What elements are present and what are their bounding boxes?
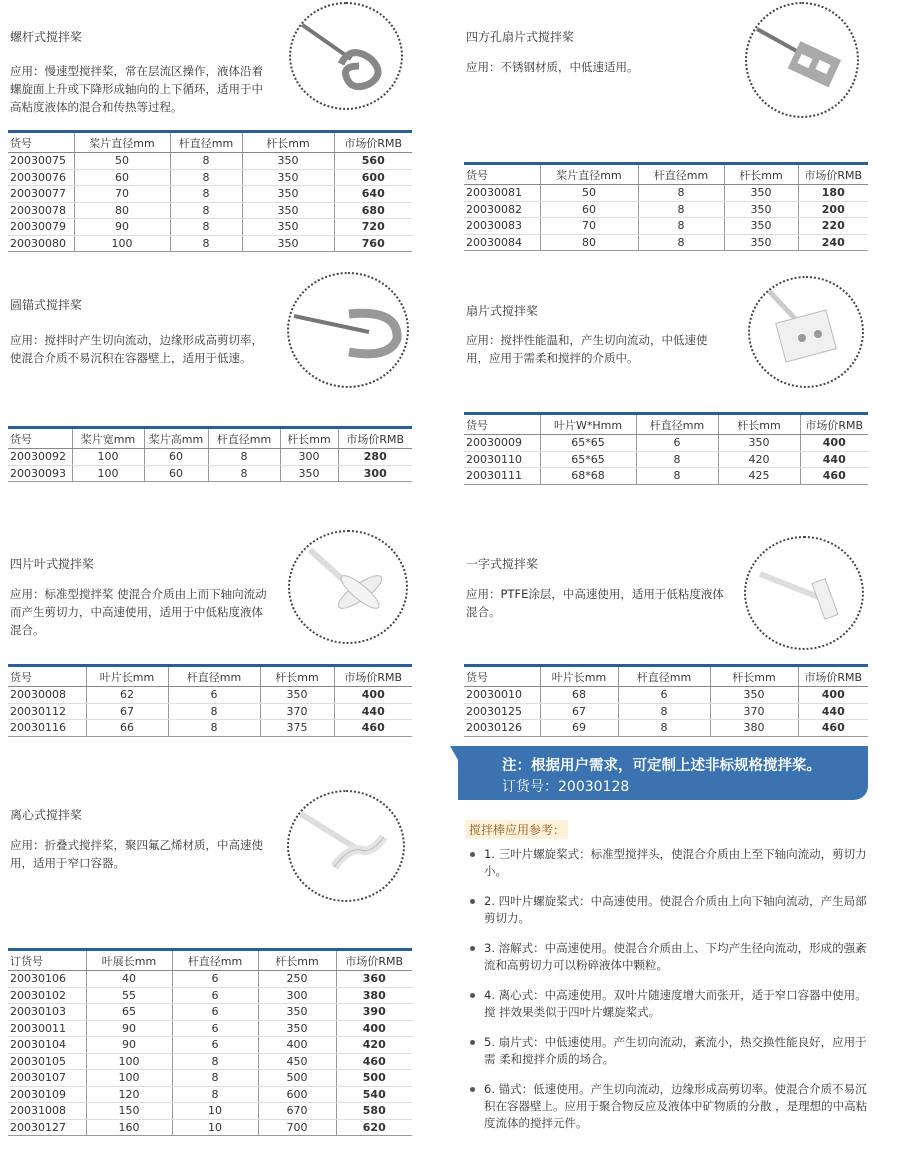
table-cell: 8 — [638, 185, 724, 202]
table-row — [8, 1020, 412, 1037]
table-cell: 640 — [334, 186, 412, 203]
table-cell: 280 — [338, 449, 412, 466]
table-cell: 20030112 — [8, 703, 86, 720]
table-cell: 350 — [260, 687, 334, 704]
fan-paddle-image — [748, 276, 864, 388]
table-cell: 90 — [86, 1020, 172, 1037]
section-desc-fan: 应用：搅拌性能温和，产生切向流动，中低速使用，应用于需柔和搅拌的介质中。 — [466, 333, 708, 365]
table-row — [8, 186, 412, 203]
table-cell: 350 — [242, 202, 334, 219]
table-cell: 8 — [170, 219, 242, 236]
spec-table-fan — [464, 412, 868, 485]
custom-order-note — [458, 746, 868, 800]
table-cell: 390 — [336, 1004, 412, 1021]
table-cell: 580 — [336, 1103, 412, 1120]
table-cell: 500 — [258, 1070, 336, 1087]
column-header: 杆直径mm — [168, 666, 260, 687]
table-cell: 20030126 — [464, 720, 540, 737]
column-header: 杆直径mm — [172, 950, 258, 971]
table-cell: 65*65 — [540, 451, 636, 468]
column-header: 杆直径mm — [208, 428, 280, 449]
table-cell: 180 — [798, 185, 868, 202]
section-desc-square: 应用：不锈钢材质，中低速适用。 — [466, 60, 639, 74]
table-cell: 350 — [242, 186, 334, 203]
table-cell: 8 — [170, 235, 242, 252]
straight-paddle-image — [744, 536, 864, 650]
section-title-straight: 一字式搅拌桨 — [466, 557, 539, 571]
table-cell: 6 — [636, 435, 718, 452]
table-cell: 440 — [334, 703, 412, 720]
table-cell: 20030076 — [8, 169, 74, 186]
table-cell: 8 — [636, 451, 718, 468]
section-desc-anchor: 应用：搅拌时产生切向流动，边缘形成高剪切率，使混合介质不易沉积在容器壁上，适用于低速。 — [10, 333, 263, 365]
table-cell: 350 — [724, 185, 798, 202]
column-header: 货号 — [464, 666, 540, 687]
column-header: 订货号 — [8, 950, 86, 971]
table-row — [8, 219, 412, 236]
bullet-icon — [470, 946, 475, 951]
reference-text: 1. 三叶片螺旋桨式：标准型搅拌头，使混合介质由上至下轴向流动，剪切力小。 — [484, 847, 867, 878]
column-header: 叶片长mm — [540, 666, 618, 687]
reference-text: 6. 锚式：低速使用。产生切向流动，边缘形成高剪切率。使混合介质不易沉积在容器壁上。应用于聚合物反应及液体中矿物质的分散 ，是理想的中高粘度流体的搅拌元件。 — [484, 1082, 868, 1130]
table-cell: 620 — [336, 1119, 412, 1136]
table-cell: 60 — [144, 449, 208, 466]
table-cell: 65*65 — [540, 435, 636, 452]
table-row — [464, 451, 868, 468]
table-cell: 680 — [334, 202, 412, 219]
table-cell: 20030083 — [464, 218, 540, 235]
table-cell: 8 — [618, 720, 710, 737]
table-cell: 20030093 — [8, 465, 72, 482]
table-cell: 69 — [540, 720, 618, 737]
section-title-anchor: 圆锚式搅拌桨 — [10, 298, 83, 312]
table-cell: 60 — [74, 169, 170, 186]
column-header: 杆长mm — [710, 666, 798, 687]
table-cell: 440 — [798, 703, 868, 720]
table-cell: 68*68 — [540, 468, 636, 485]
table-cell: 380 — [710, 720, 798, 737]
column-header: 市场价RMB — [338, 428, 412, 449]
table-cell: 20030009 — [464, 435, 540, 452]
table-row — [8, 1103, 412, 1120]
table-cell: 100 — [86, 1053, 172, 1070]
table-cell: 350 — [258, 1020, 336, 1037]
section-title-four-blade: 四片叶式搅拌桨 — [10, 557, 95, 571]
column-header: 桨片宽mm — [72, 428, 144, 449]
table-cell: 350 — [280, 465, 338, 482]
column-header: 市场价RMB — [334, 132, 412, 153]
table-cell: 250 — [258, 971, 336, 988]
spec-table-screw — [8, 130, 412, 252]
table-cell: 50 — [74, 153, 170, 170]
reference-title: 搅拌棒应用参考： — [466, 820, 568, 839]
table-cell: 20031008 — [8, 1103, 86, 1120]
note-corner — [450, 746, 458, 760]
table-cell: 20030092 — [8, 449, 72, 466]
column-header: 货号 — [8, 132, 74, 153]
table-cell: 70 — [540, 218, 638, 235]
table-cell: 100 — [86, 1070, 172, 1087]
table-row — [8, 720, 412, 737]
column-header: 市场价RMB — [334, 666, 412, 687]
reference-item — [470, 987, 870, 1021]
table-row — [464, 703, 868, 720]
table-cell: 6 — [618, 687, 710, 704]
table-cell: 8 — [172, 1053, 258, 1070]
column-header: 杆长mm — [242, 132, 334, 153]
table-cell: 350 — [718, 435, 800, 452]
table-cell: 425 — [718, 468, 800, 485]
table-cell: 400 — [258, 1037, 336, 1054]
reference-item — [470, 893, 870, 927]
column-header: 杆长mm — [260, 666, 334, 687]
table-cell: 360 — [336, 971, 412, 988]
table-cell: 20030011 — [8, 1020, 86, 1037]
table-cell: 120 — [86, 1086, 172, 1103]
table-cell: 90 — [86, 1037, 172, 1054]
table-cell: 350 — [724, 201, 798, 218]
table-row — [464, 218, 868, 235]
reference-text: 4. 离心式：中高速使用。双叶片随速度增大而张开，适于窄口容器中使用。搅 拌效果类似于四叶片螺旋桨式。 — [484, 988, 867, 1019]
table-cell: 50 — [540, 185, 638, 202]
table-row — [464, 234, 868, 251]
table-cell: 240 — [798, 234, 868, 251]
table-cell: 400 — [800, 435, 868, 452]
table-cell: 90 — [74, 219, 170, 236]
table-row — [8, 1037, 412, 1054]
section-title-fan: 扇片式搅拌桨 — [466, 304, 539, 318]
table-cell: 8 — [638, 201, 724, 218]
section-title-screw: 螺杆式搅拌桨 — [10, 30, 83, 44]
table-cell: 8 — [638, 234, 724, 251]
table-cell: 80 — [540, 234, 638, 251]
bullet-icon — [470, 1040, 475, 1045]
spec-table-square — [464, 162, 868, 251]
table-cell: 350 — [242, 169, 334, 186]
column-header: 市场价RMB — [336, 950, 412, 971]
four-blade-paddle-image — [288, 530, 408, 644]
table-cell: 450 — [258, 1053, 336, 1070]
table-cell: 80 — [74, 202, 170, 219]
table-cell: 440 — [800, 451, 868, 468]
note-order-number: 订货号：20030128 — [502, 779, 630, 795]
table-cell: 55 — [86, 987, 172, 1004]
table-cell: 8 — [170, 169, 242, 186]
column-header: 杆长mm — [718, 414, 800, 435]
table-cell: 20030008 — [8, 687, 86, 704]
screw-paddle-image — [289, 2, 403, 110]
table-cell: 67 — [540, 703, 618, 720]
table-cell: 20030075 — [8, 153, 74, 170]
column-header: 市场价RMB — [800, 414, 868, 435]
reference-text: 2. 四叶片螺旋桨式：中高速使用。使混合介质由上向下轴向流动，产生局部剪切力。 — [484, 894, 867, 925]
table-cell: 8 — [170, 153, 242, 170]
table-cell: 20030078 — [8, 202, 74, 219]
table-cell: 400 — [334, 687, 412, 704]
column-header: 杆直径mm — [638, 164, 724, 185]
column-header: 市场价RMB — [798, 164, 868, 185]
table-cell: 20030127 — [8, 1119, 86, 1136]
table-cell: 67 — [86, 703, 168, 720]
table-cell: 350 — [710, 687, 798, 704]
table-cell: 350 — [242, 219, 334, 236]
table-row — [8, 202, 412, 219]
table-cell: 66 — [86, 720, 168, 737]
table-cell: 8 — [170, 186, 242, 203]
table-cell: 200 — [798, 201, 868, 218]
table-row — [464, 720, 868, 737]
table-cell: 300 — [258, 987, 336, 1004]
column-header: 桨片直径mm — [74, 132, 170, 153]
section-desc-four-blade: 应用：标准型搅拌桨 使混合介质由上而下轴向流动而产生剪切力，中高速使用，适用于中低粘度液体混合。 — [10, 587, 267, 637]
table-cell: 20030079 — [8, 219, 74, 236]
table-row — [8, 1004, 412, 1021]
table-row — [8, 1086, 412, 1103]
table-cell: 20030111 — [464, 468, 540, 485]
table-cell: 20030077 — [8, 186, 74, 203]
table-cell: 300 — [338, 465, 412, 482]
column-header: 杆长mm — [280, 428, 338, 449]
centrifugal-paddle-image — [287, 790, 405, 902]
section-desc-centrifugal: 应用：折叠式搅拌桨，聚四氟乙烯材质，中高速使用，适用于窄口容器。 — [10, 838, 263, 870]
table-cell: 300 — [280, 449, 338, 466]
table-cell: 670 — [258, 1103, 336, 1120]
table-row — [8, 987, 412, 1004]
table-cell: 60 — [540, 201, 638, 218]
reference-text: 5. 扇片式：中低速使用。产生切向流动，紊流小，热交换性能良好，应用于需 柔和搅拌介质的场合。 — [484, 1035, 867, 1066]
table-row — [464, 687, 868, 704]
bullet-icon — [470, 852, 475, 857]
column-header: 货号 — [464, 414, 540, 435]
table-cell: 220 — [798, 218, 868, 235]
table-cell: 160 — [86, 1119, 172, 1136]
table-cell: 720 — [334, 219, 412, 236]
table-cell: 40 — [86, 971, 172, 988]
table-cell: 380 — [336, 987, 412, 1004]
table-cell: 375 — [260, 720, 334, 737]
reference-list — [470, 846, 870, 1145]
table-cell: 600 — [334, 169, 412, 186]
column-header: 市场价RMB — [798, 666, 868, 687]
table-cell: 20030104 — [8, 1037, 86, 1054]
table-cell: 20030106 — [8, 971, 86, 988]
column-header: 杆直径mm — [618, 666, 710, 687]
table-cell: 6 — [172, 1037, 258, 1054]
reference-item — [470, 940, 870, 974]
table-cell: 20030105 — [8, 1053, 86, 1070]
table-cell: 6 — [172, 987, 258, 1004]
table-cell: 760 — [334, 235, 412, 252]
table-row — [464, 435, 868, 452]
table-cell: 60 — [144, 465, 208, 482]
table-cell: 540 — [336, 1086, 412, 1103]
section-desc-straight: 应用：PTFE涂层，中高速使用，适用于低粘度液体混合。 — [466, 587, 724, 619]
table-cell: 370 — [260, 703, 334, 720]
table-cell: 150 — [86, 1103, 172, 1120]
table-cell: 10 — [172, 1119, 258, 1136]
table-cell: 700 — [258, 1119, 336, 1136]
reference-item — [470, 1034, 870, 1068]
anchor-paddle-image — [287, 272, 409, 388]
table-cell: 6 — [172, 1020, 258, 1037]
table-row — [8, 449, 412, 466]
table-cell: 62 — [86, 687, 168, 704]
table-cell: 8 — [208, 465, 280, 482]
bullet-icon — [470, 993, 475, 998]
table-cell: 350 — [724, 234, 798, 251]
table-cell: 350 — [724, 218, 798, 235]
spec-table-four-blade — [8, 664, 412, 737]
table-cell: 460 — [800, 468, 868, 485]
table-cell: 20030116 — [8, 720, 86, 737]
table-cell: 460 — [336, 1053, 412, 1070]
column-header: 杆直径mm — [636, 414, 718, 435]
spec-table-straight — [464, 664, 868, 737]
note-line-1: 注：根据用户需求，可定制上述非标规格搅拌桨。 — [502, 758, 821, 774]
table-cell: 8 — [168, 720, 260, 737]
table-cell: 8 — [172, 1070, 258, 1087]
table-cell: 8 — [168, 703, 260, 720]
square-hole-paddle-image — [745, 2, 859, 118]
table-cell: 100 — [72, 465, 144, 482]
table-row — [464, 201, 868, 218]
reference-text: 3. 溶解式：中高速使用。使混合介质由上、下均产生径向流动，形成的强紊流和高剪切力可以粉碎液体中颗粒。 — [484, 941, 867, 972]
table-cell: 8 — [208, 449, 280, 466]
table-cell: 420 — [336, 1037, 412, 1054]
section-desc-screw: 应用：慢速型搅拌桨，常在层流区操作，液体沿着螺旋面上升或下降形成轴向的上下循环，适用于中高粘度液体的混合和传热等过程。 — [10, 64, 263, 114]
column-header: 叶展长mm — [86, 950, 172, 971]
table-cell: 20030081 — [464, 185, 540, 202]
table-row — [8, 1119, 412, 1136]
table-cell: 20030080 — [8, 235, 74, 252]
table-cell: 350 — [258, 1004, 336, 1021]
table-cell: 20030110 — [464, 451, 540, 468]
column-header: 杆长mm — [258, 950, 336, 971]
table-cell: 6 — [172, 971, 258, 988]
table-cell: 65 — [86, 1004, 172, 1021]
table-row — [8, 169, 412, 186]
table-cell: 600 — [258, 1086, 336, 1103]
table-cell: 8 — [638, 218, 724, 235]
table-cell: 20030082 — [464, 201, 540, 218]
table-cell: 460 — [334, 720, 412, 737]
column-header: 货号 — [464, 164, 540, 185]
table-row — [8, 1070, 412, 1087]
table-cell: 350 — [242, 153, 334, 170]
bullet-icon — [470, 1087, 475, 1092]
reference-item — [470, 846, 870, 880]
column-header: 叶片长mm — [86, 666, 168, 687]
table-cell: 6 — [168, 687, 260, 704]
column-header: 货号 — [8, 666, 86, 687]
table-cell: 8 — [636, 468, 718, 485]
table-row — [8, 465, 412, 482]
column-header: 货号 — [8, 428, 72, 449]
table-cell: 20030109 — [8, 1086, 86, 1103]
table-cell: 400 — [336, 1020, 412, 1037]
table-cell: 560 — [334, 153, 412, 170]
table-cell: 8 — [172, 1086, 258, 1103]
table-row — [8, 687, 412, 704]
table-cell: 20030125 — [464, 703, 540, 720]
table-cell: 20030103 — [8, 1004, 86, 1021]
table-cell: 20030010 — [464, 687, 540, 704]
table-row — [464, 468, 868, 485]
table-cell: 8 — [618, 703, 710, 720]
table-cell: 370 — [710, 703, 798, 720]
table-cell: 100 — [74, 235, 170, 252]
table-cell: 20030107 — [8, 1070, 86, 1087]
column-header: 叶片W*Hmm — [540, 414, 636, 435]
table-cell: 420 — [718, 451, 800, 468]
table-cell: 6 — [172, 1004, 258, 1021]
table-cell: 70 — [74, 186, 170, 203]
spec-table-centrifugal — [8, 948, 412, 1136]
table-cell: 500 — [336, 1070, 412, 1087]
column-header: 桨片直径mm — [540, 164, 638, 185]
table-cell: 10 — [172, 1103, 258, 1120]
table-row — [8, 971, 412, 988]
bullet-icon — [470, 899, 475, 904]
table-row — [8, 703, 412, 720]
column-header: 杆长mm — [724, 164, 798, 185]
table-cell: 400 — [798, 687, 868, 704]
table-row — [8, 1053, 412, 1070]
table-cell: 100 — [72, 449, 144, 466]
table-row — [8, 235, 412, 252]
section-title-centrifugal: 离心式搅拌桨 — [10, 808, 83, 822]
table-cell: 350 — [242, 235, 334, 252]
table-cell: 20030084 — [464, 234, 540, 251]
section-title-square: 四方孔扇片式搅拌桨 — [466, 30, 575, 44]
reference-item — [470, 1081, 870, 1132]
table-cell: 8 — [170, 202, 242, 219]
table-cell: 68 — [540, 687, 618, 704]
column-header: 桨片高mm — [144, 428, 208, 449]
column-header: 杆直径mm — [170, 132, 242, 153]
spec-table-anchor — [8, 426, 412, 482]
table-cell: 20030102 — [8, 987, 86, 1004]
table-row — [464, 185, 868, 202]
table-cell: 460 — [798, 720, 868, 737]
table-row — [8, 153, 412, 170]
